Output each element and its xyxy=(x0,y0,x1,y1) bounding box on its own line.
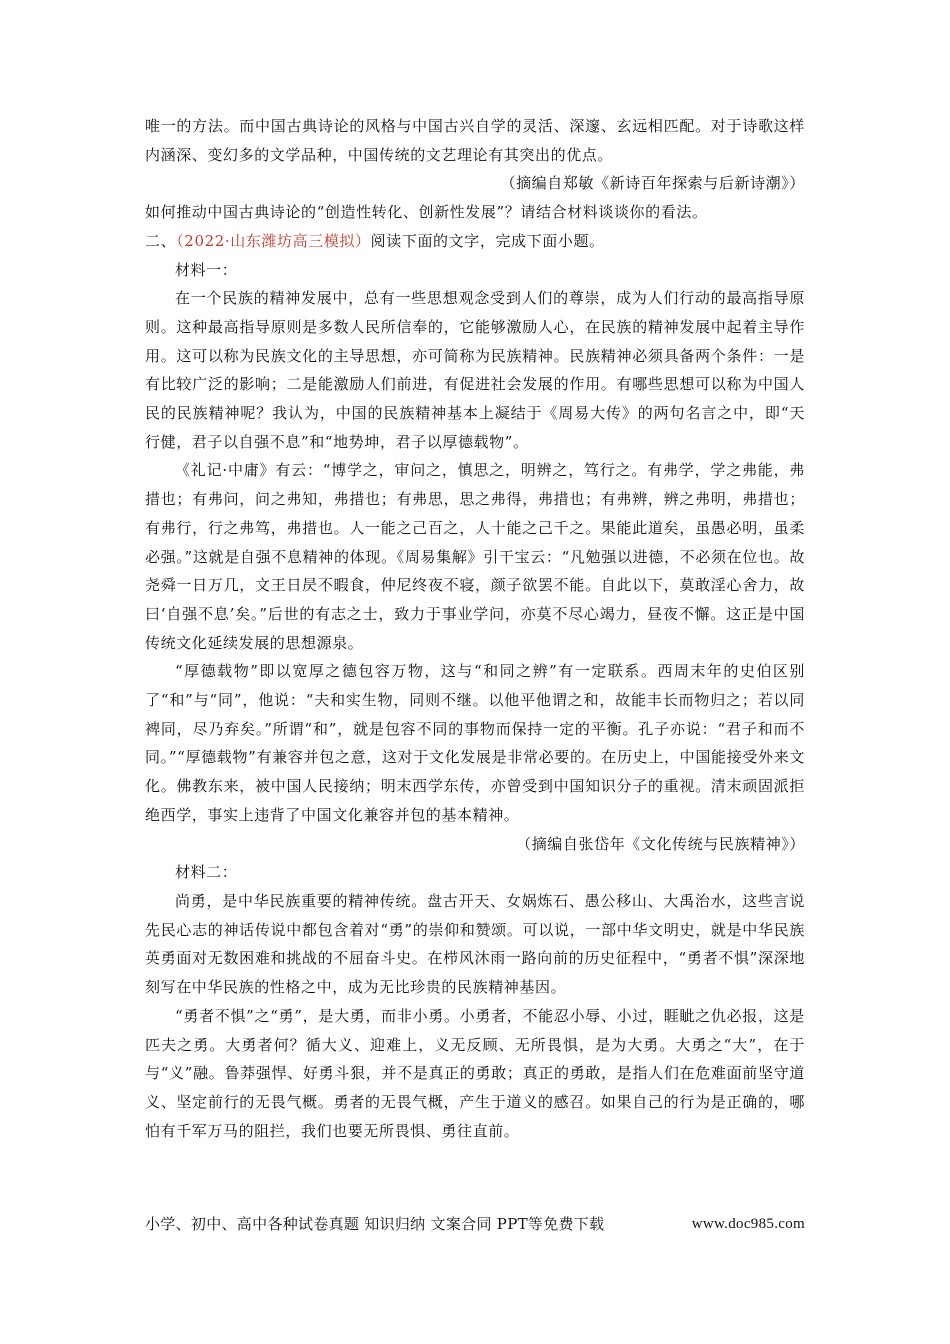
material-1-paragraph: “厚德载物”即以宽厚之德包容万物，这与“和同之辨”有一定联系。西周末年的史伯区别了“和”与“同”，他说：“夫和实生物，同则不继。以他平他谓之和，故能丰长而物归之；若以同裨同，尽乃弃矣。”所谓“和”，就是包容不同的事物而保持一定的平衡。孔子亦说：“君子和而不同。”“厚德载物”有兼容并包之意，这对于文化发展是非常必要的。在历史上，中国能接受外来文化。佛教东来，被中国人民接纳；明末西学东传，亦曾受到中国知识分子的重视。清末顽固派拒绝西学，事实上违背了中国文化兼容并包的基本精神。 xyxy=(145,662,805,824)
material-1-label: 材料一： xyxy=(175,260,238,279)
material-1-citation: （摘编自张岱年《文化传统与民族精神》） xyxy=(516,834,805,853)
prev-citation: （摘编自郑敏《新诗百年探索与后新诗潮》） xyxy=(500,174,805,193)
section-2-number: 二、 xyxy=(145,231,177,250)
section-2-heading xyxy=(145,227,805,256)
material-1-paragraph: 《礼记·中庸》有云：“博学之，审问之，慎思之，明辨之，笃行之。有弗学，学之弗能，弗措也；有弗问，问之弗知，弗措也；有弗思，思之弗得，弗措也；有弗辨，辨之弗明，弗措也；有弗行，行之弗笃，弗措也。人一能之己百之，人十能之己千之。果能此道矣，虽愚必明，虽柔必强。”这就是自强不息精神的体现。《周易集解》引干宝云：“凡勉强以进德，不必须在位也。故尧舜一日万几，文王日昃不暇食，仲尼终夜不寝，颜子欲罢不能。自此以下，莫敢淫心舍力，故曰‘自强不息’矣。”后世的有志之士，致力于事业学问，亦莫不尽心竭力，昼夜不懈。这正是中国传统文化延续发展的思想源泉。 xyxy=(145,461,805,652)
page-footer xyxy=(145,1210,805,1238)
prev-paragraph-end: 唯一的方法。而中国古典诗论的风格与中国古兴自学的灵活、深邃、玄远相匹配。对于诗歌这样内涵深、变幻多的文学品种，中国传统的文艺理论有其突出的优点。 xyxy=(145,117,805,164)
section-2-source: （2022·山东潍坊高三模拟） xyxy=(176,231,371,250)
material-2-paragraph: “勇者不惧”之“勇”，是大勇，而非小勇。小勇者，不能忍小辱、小过，睚眦之仇必报，这是匹夫之勇。大勇者何？循大义、迎难上，义无反顾、无所畏惧，是为大勇。大勇之“大”，在于与“义”融。鲁莽强悍、好勇斗狠，并不是真正的勇敢；真正的勇敢，是指人们在危难面前坚守道义、坚定前行的无畏气概。勇者的无畏气概，产生于道义的感召。如果自己的行为是正确的，哪怕有千军万马的阻拦，我们也要无所畏惧、勇往直前。 xyxy=(145,1006,805,1140)
material-1-paragraph: 在一个民族的精神发展中，总有一些思想观念受到人们的尊崇，成为人们行动的最高指导原则。这种最高指导原则是多数人民所信奉的，它能够激励人心，在民族的精神发展中起着主导作用。这可以称为民族文化的主导思想，亦可简称为民族精神。民族精神必须具备两个条件：一是有比较广泛的影响；二是能激励人们前进，有促进社会发展的作用。有哪些思想可以称为中国人民的民族精神呢？我认为，中国的民族精神基本上凝结于《周易大传》的两句名言之中，即“天行健，君子以自强不息”和“地势坤，君子以厚德载物”。 xyxy=(145,289,805,451)
footer-text: 小学、初中、高中各种试卷真题 知识归纳 文案合同 PPT等免费下载 xyxy=(145,1215,605,1233)
footer-site-link[interactable]: www.doc985.com xyxy=(691,1216,805,1232)
document-body xyxy=(145,112,805,1145)
prev-question: 如何推动中国古典诗论的“创造性转化、创新性发展”？请结合材料谈谈你的看法。 xyxy=(145,203,708,222)
section-2-instruction: 阅读下面的文字，完成下面小题。 xyxy=(370,231,605,250)
material-2-label: 材料二： xyxy=(175,863,238,882)
material-2-paragraph: 尚勇，是中华民族重要的精神传统。盘古开天、女娲炼石、愚公移山、大禹治水，这些言说先民心志的神话传说中都包含着对“勇”的崇仰和赞颂。可以说，一部中华文明史，就是中华民族英勇面对无数困难和挑战的不屈奋斗史。在栉风沐雨一路向前的历史征程中，“勇者不惧”深深地刻写在中华民族的性格之中，成为无比珍贵的民族精神基因。 xyxy=(145,891,805,997)
